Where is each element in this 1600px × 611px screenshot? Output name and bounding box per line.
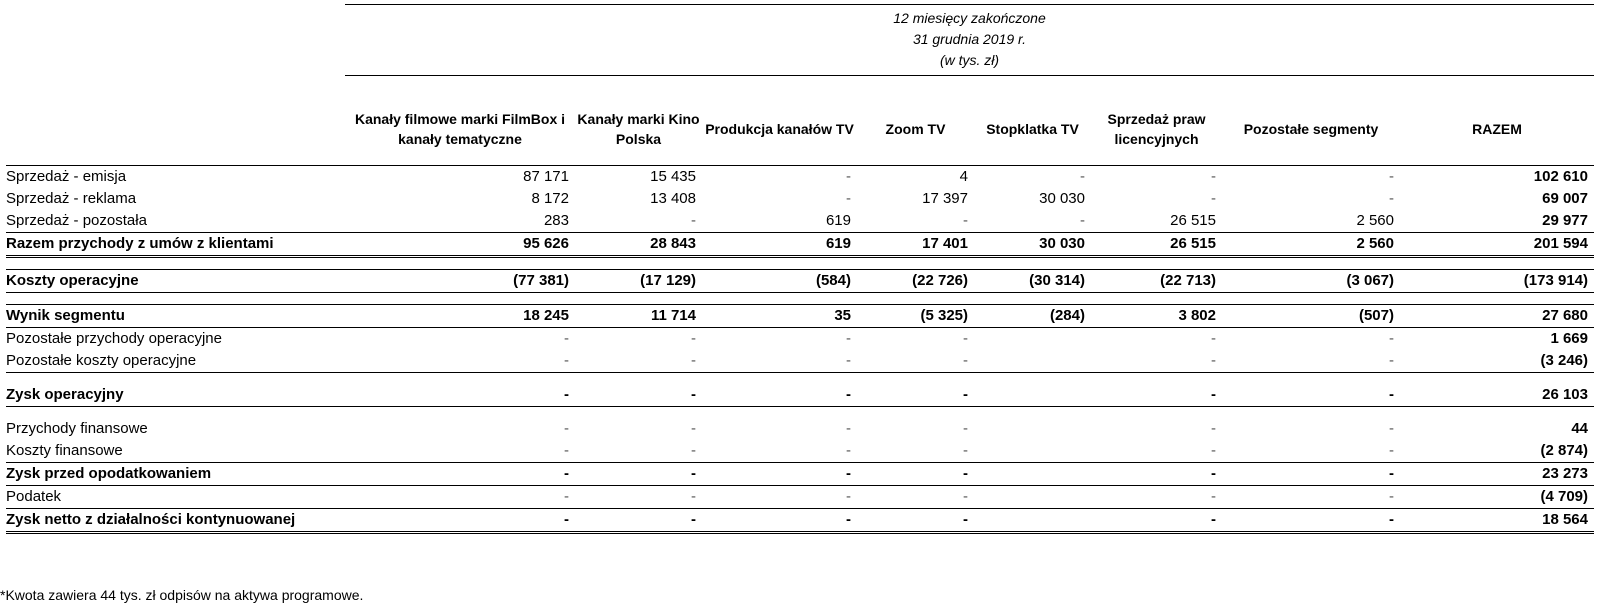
- value-cell: 17 397: [922, 190, 968, 207]
- total-cell: 26 103: [1400, 384, 1594, 407]
- spacer-cell: [1400, 293, 1594, 305]
- period-line-2: 31 grudnia 2019 r.: [912, 31, 1027, 47]
- value-cell: 26 515: [1091, 210, 1222, 233]
- value-cell: -: [1222, 440, 1400, 463]
- footnote: *Kwota zawiera 44 tys. zł odpisów na aktywa programowe.: [0, 587, 364, 603]
- spacer-cell: [345, 293, 575, 305]
- spacer-cell: [345, 257, 575, 270]
- table-row: [6, 166, 1594, 189]
- value-cell: 87 171: [345, 166, 575, 189]
- value-cell: (77 381): [345, 270, 575, 293]
- value-cell: -: [702, 463, 857, 486]
- spacer-cell: [857, 407, 974, 419]
- value-cell: 11 714: [575, 305, 702, 328]
- total-cell: 29 977: [1400, 210, 1594, 233]
- spacer-cell: [974, 373, 1091, 385]
- value-cell: 35: [702, 305, 857, 328]
- value-cell: -: [857, 350, 974, 373]
- value-cell: -: [857, 384, 974, 407]
- spacer-cell: [702, 407, 857, 419]
- table-row: [6, 486, 1594, 509]
- column-header-label: [6, 93, 345, 166]
- spacer-cell: [974, 293, 1091, 305]
- total-cell: (4 709): [1400, 486, 1594, 509]
- value-cell: -: [974, 166, 1091, 189]
- total-cell: 44: [1571, 420, 1588, 437]
- value-cell: 30 030: [1039, 190, 1085, 207]
- table-row: [6, 328, 1594, 351]
- value-cell: -: [345, 463, 575, 486]
- value-cell: -: [846, 420, 851, 437]
- spacer-cell: [345, 373, 575, 385]
- value-cell: -: [702, 350, 857, 373]
- spacer-cell: [575, 407, 702, 419]
- value-cell: (30 314): [974, 270, 1091, 293]
- value-cell: -: [345, 440, 575, 463]
- value-cell: 2 560: [1222, 233, 1400, 257]
- value-cell: -: [857, 509, 974, 533]
- value-cell: [974, 418, 1091, 440]
- value-cell: [974, 350, 1091, 373]
- value-cell: [974, 509, 1091, 533]
- spacer-row: [6, 257, 1594, 270]
- total-cell: 201 594: [1400, 233, 1594, 257]
- value-cell: -: [575, 210, 702, 233]
- row-label: Pozostałe koszty operacyjne: [6, 350, 345, 373]
- table-row: [6, 509, 1594, 533]
- value-cell: -: [1091, 486, 1222, 509]
- value-cell: -: [1222, 350, 1400, 373]
- table-row: [6, 188, 1594, 210]
- spacer-cell: [1222, 407, 1400, 419]
- value-cell: -: [846, 190, 851, 207]
- total-cell: 27 680: [1400, 305, 1594, 328]
- value-cell: -: [846, 330, 851, 347]
- spacer-cell: [974, 407, 1091, 419]
- spacer-cell: [702, 373, 857, 385]
- total-cell: 69 007: [1542, 190, 1588, 207]
- value-cell: 283: [345, 210, 575, 233]
- value-cell: -: [575, 463, 702, 486]
- column-header-row: [6, 93, 1594, 166]
- value-cell: -: [974, 210, 1091, 233]
- table-row: [6, 463, 1594, 486]
- total-cell: (2 874): [1400, 440, 1594, 463]
- table-row: [6, 305, 1594, 328]
- spacer-cell: [857, 373, 974, 385]
- spacer-cell: [6, 407, 345, 419]
- column-header: RAZEM: [1472, 121, 1522, 137]
- spacer-cell: [702, 257, 857, 270]
- value-cell: -: [575, 440, 702, 463]
- total-cell: (173 914): [1400, 270, 1594, 293]
- spacer-cell: [1222, 257, 1400, 270]
- value-cell: [974, 384, 1091, 407]
- row-label: Wynik segmentu: [6, 305, 345, 328]
- value-cell: 4: [857, 166, 974, 189]
- value-cell: -: [1091, 384, 1222, 407]
- row-label: Podatek: [6, 486, 345, 509]
- value-cell: -: [564, 330, 569, 347]
- spacer-row: [6, 407, 1594, 419]
- table-row: [6, 384, 1594, 407]
- column-header: Pozostałe segmenty: [1243, 121, 1379, 137]
- total-cell: 18 564: [1400, 509, 1594, 533]
- value-cell: -: [691, 420, 696, 437]
- value-cell: -: [702, 166, 857, 189]
- value-cell: (284): [974, 305, 1091, 328]
- column-header: Produkcja kanałów TV: [705, 121, 854, 137]
- value-cell: -: [857, 486, 974, 509]
- value-cell: -: [1222, 166, 1400, 189]
- spacer-cell: [1222, 293, 1400, 305]
- table-row: [6, 418, 1594, 440]
- value-cell: -: [1389, 330, 1394, 347]
- value-cell: 619: [702, 210, 857, 233]
- value-cell: -: [1211, 330, 1216, 347]
- value-cell: -: [691, 330, 696, 347]
- value-cell: 26 515: [1091, 233, 1222, 257]
- period-line-1: 12 miesięcy zakończone: [893, 10, 1046, 26]
- row-label: Koszty finansowe: [6, 440, 345, 463]
- spacer-cell: [575, 293, 702, 305]
- value-cell: [974, 440, 1091, 463]
- value-cell: -: [1211, 420, 1216, 437]
- row-label: Zysk operacyjny: [6, 384, 345, 407]
- row-label: Zysk przed opodatkowaniem: [6, 463, 345, 486]
- value-cell: -: [1222, 384, 1400, 407]
- column-header: Stopklatka TV: [986, 121, 1079, 137]
- value-cell: -: [857, 440, 974, 463]
- value-cell: -: [857, 463, 974, 486]
- table-row: [6, 210, 1594, 233]
- value-cell: (22 726): [857, 270, 974, 293]
- value-cell: -: [963, 330, 968, 347]
- value-cell: -: [1211, 190, 1216, 207]
- row-label: Przychody finansowe: [6, 420, 148, 437]
- value-cell: -: [1091, 440, 1222, 463]
- value-cell: -: [564, 420, 569, 437]
- value-cell: -: [1222, 486, 1400, 509]
- row-label: Sprzedaż - reklama: [6, 190, 137, 207]
- value-cell: -: [702, 440, 857, 463]
- period-header: [345, 8, 1594, 71]
- value-cell: (584): [702, 270, 857, 293]
- spacer-cell: [6, 293, 345, 305]
- value-cell: 18 245: [345, 305, 575, 328]
- value-cell: 28 843: [575, 233, 702, 257]
- table-row: [6, 270, 1594, 293]
- spacer-cell: [857, 293, 974, 305]
- value-cell: 619: [702, 233, 857, 257]
- value-cell: -: [857, 210, 974, 233]
- value-cell: 95 626: [345, 233, 575, 257]
- spacer-row: [6, 373, 1594, 385]
- spacer-cell: [6, 257, 345, 270]
- spacer-cell: [1091, 373, 1222, 385]
- value-cell: -: [1389, 190, 1394, 207]
- table-row: [6, 440, 1594, 463]
- table-body: [6, 166, 1594, 533]
- row-label: Pozostałe przychody operacyjne: [6, 330, 222, 347]
- value-cell: (17 129): [575, 270, 702, 293]
- row-label: Sprzedaż - emisja: [6, 166, 345, 189]
- spacer-cell: [857, 257, 974, 270]
- spacer-cell: [1222, 373, 1400, 385]
- value-cell: -: [345, 509, 575, 533]
- value-cell: -: [1091, 166, 1222, 189]
- column-header: Kanały filmowe marki FilmBox i kanały tematyczne: [354, 111, 566, 147]
- spacer-cell: [1400, 407, 1594, 419]
- value-cell: -: [345, 384, 575, 407]
- value-cell: -: [1091, 463, 1222, 486]
- spacer-cell: [974, 257, 1091, 270]
- header-mid-rule: [345, 75, 1594, 76]
- spacer-cell: [1400, 257, 1594, 270]
- spacer-cell: [1091, 257, 1222, 270]
- value-cell: -: [702, 486, 857, 509]
- total-cell: (3 246): [1400, 350, 1594, 373]
- row-label: Koszty operacyjne: [6, 270, 345, 293]
- row-label: Sprzedaż - pozostała: [6, 210, 345, 233]
- period-line-3: (w tys. zł): [939, 52, 1000, 68]
- spacer-cell: [1400, 373, 1594, 385]
- value-cell: (5 325): [857, 305, 974, 328]
- row-label: Razem przychody z umów z klientami: [6, 233, 345, 257]
- value-cell: 15 435: [575, 166, 702, 189]
- value-cell: -: [1389, 420, 1394, 437]
- value-cell: (22 713): [1091, 270, 1222, 293]
- value-cell: -: [1091, 350, 1222, 373]
- value-cell: -: [575, 384, 702, 407]
- header-top-rule: [345, 4, 1594, 5]
- value-cell: (3 067): [1222, 270, 1400, 293]
- value-cell: [974, 328, 1091, 351]
- value-cell: -: [1222, 509, 1400, 533]
- spacer-cell: [1091, 407, 1222, 419]
- value-cell: -: [575, 509, 702, 533]
- table-row: [6, 233, 1594, 257]
- spacer-cell: [345, 407, 575, 419]
- spacer-cell: [6, 373, 345, 385]
- spacer-cell: [702, 293, 857, 305]
- segment-table: [6, 93, 1594, 534]
- spacer-cell: [575, 373, 702, 385]
- value-cell: -: [702, 509, 857, 533]
- value-cell: -: [702, 384, 857, 407]
- column-header: Kanały marki Kino Polska: [577, 111, 700, 147]
- value-cell: (507): [1222, 305, 1400, 328]
- value-cell: -: [575, 486, 702, 509]
- total-cell: 102 610: [1400, 166, 1594, 189]
- value-cell: 8 172: [531, 190, 569, 207]
- spacer-row: [6, 293, 1594, 305]
- value-cell: -: [963, 420, 968, 437]
- column-header: Sprzedaż praw licencyjnych: [1107, 111, 1206, 147]
- value-cell: -: [575, 350, 702, 373]
- value-cell: 13 408: [650, 190, 696, 207]
- total-cell: 23 273: [1400, 463, 1594, 486]
- value-cell: -: [345, 486, 575, 509]
- value-cell: 2 560: [1222, 210, 1400, 233]
- value-cell: 17 401: [857, 233, 974, 257]
- value-cell: [974, 463, 1091, 486]
- row-label: Zysk netto z działalności kontynuowanej: [6, 509, 345, 533]
- value-cell: [974, 486, 1091, 509]
- value-cell: -: [345, 350, 575, 373]
- value-cell: 30 030: [974, 233, 1091, 257]
- value-cell: 3 802: [1091, 305, 1222, 328]
- table-row: [6, 350, 1594, 373]
- total-cell: 1 669: [1550, 330, 1588, 347]
- column-header: Zoom TV: [885, 121, 946, 137]
- spacer-cell: [1091, 293, 1222, 305]
- value-cell: -: [1222, 463, 1400, 486]
- value-cell: -: [1091, 509, 1222, 533]
- spacer-cell: [575, 257, 702, 270]
